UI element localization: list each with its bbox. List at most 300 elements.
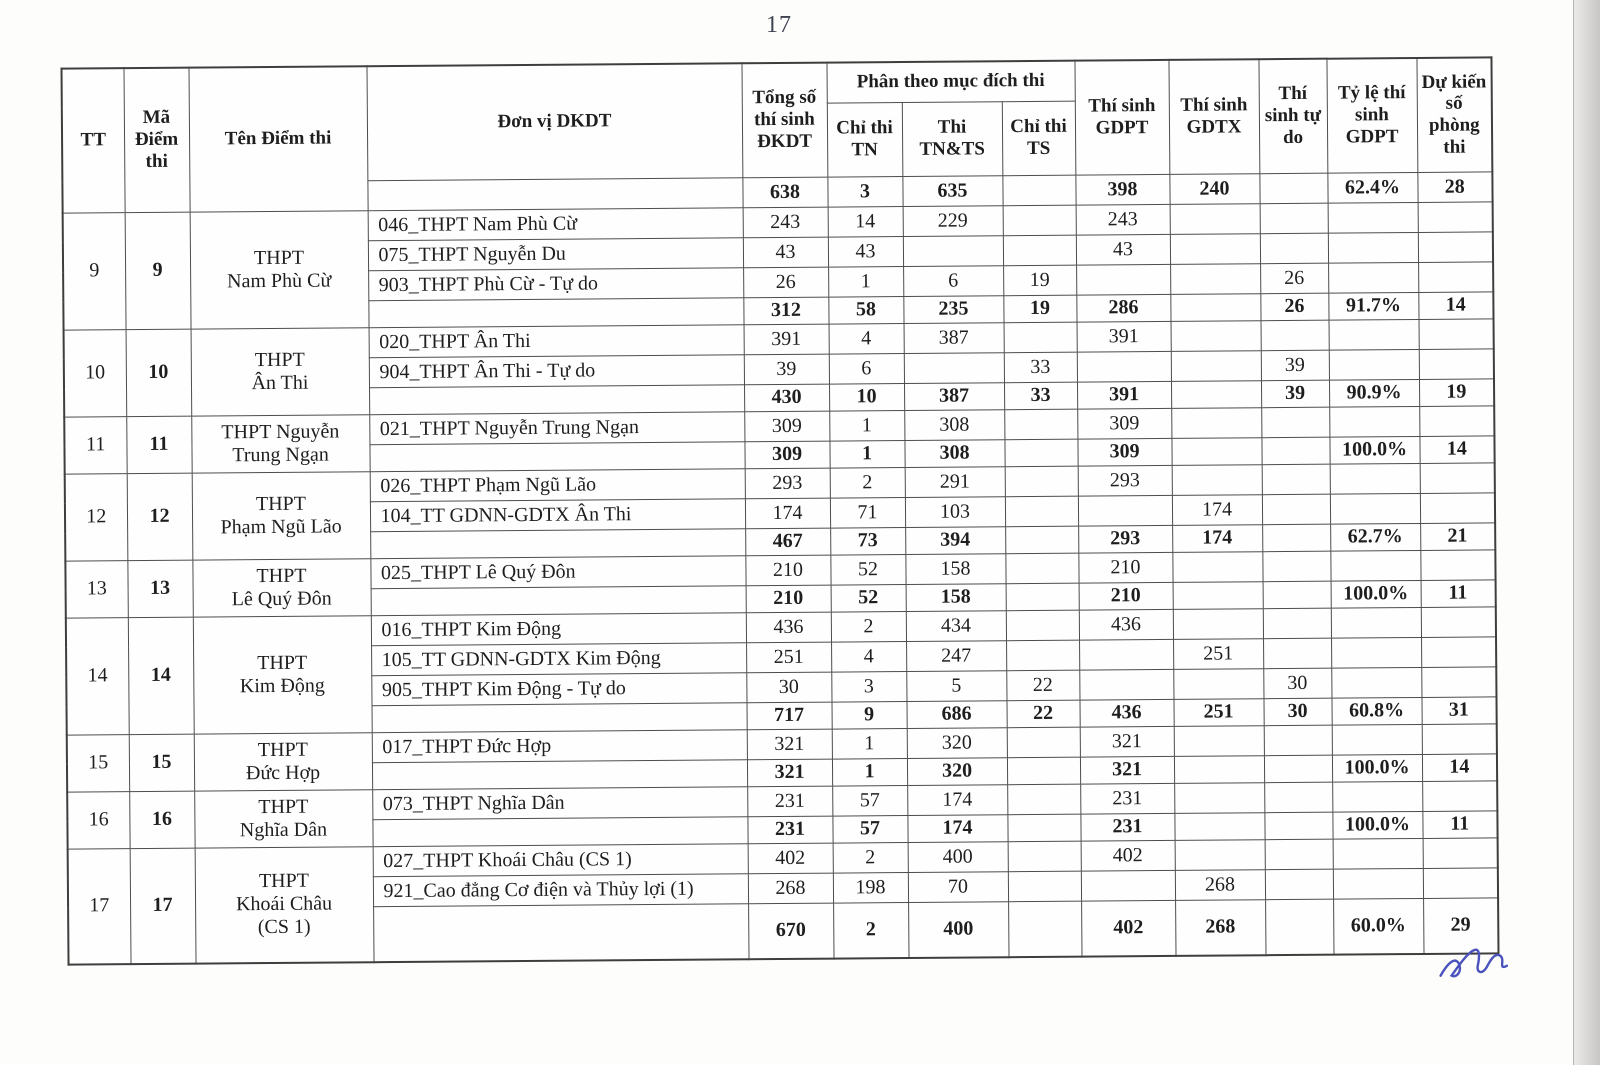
- header-ma-diem-thi: Mã Điểm thi: [124, 68, 190, 213]
- col-gdtx-cell: [1173, 668, 1263, 699]
- don-vi-dkdt-cell: 104_TT GDNN-GDTX Ân Thi: [370, 498, 745, 531]
- col-tnts-cell: 229: [903, 205, 1003, 236]
- ma-diem-thi-cell: 13: [127, 560, 192, 618]
- col-tudo-cell: [1262, 494, 1330, 525]
- col-phong-cell: [1419, 348, 1494, 379]
- total-tn-cell: 73: [830, 527, 905, 555]
- carryover-tyle: 62.4%: [1327, 172, 1417, 203]
- total-gdtx-cell: 174: [1172, 524, 1262, 552]
- col-tn-cell: 43: [828, 236, 903, 267]
- total-ts-cell: [1006, 583, 1079, 611]
- col-tong-cell: 210: [745, 555, 830, 586]
- total-ts-cell: [1008, 901, 1081, 958]
- header-chi-thi-tn: Chỉ thi TN: [827, 102, 903, 177]
- header-don-vi: Đơn vị DKDT: [366, 63, 742, 180]
- col-tn-cell: 1: [829, 410, 904, 441]
- col-tn-cell: 2: [831, 611, 906, 642]
- header-thi-tnts: Thi TN&TS: [902, 101, 1003, 176]
- col-gdtx-cell: [1173, 608, 1263, 639]
- col-tudo-cell: [1261, 407, 1329, 438]
- col-tudo-cell: 39: [1261, 350, 1329, 381]
- col-gdtx-cell: [1175, 839, 1265, 870]
- total-tn-cell: 9: [831, 701, 906, 729]
- total-ts-cell: 33: [1004, 382, 1077, 410]
- col-tnts-cell: 158: [905, 553, 1005, 584]
- col-ts-cell: [1006, 610, 1079, 641]
- don-vi-dkdt-cell: 026_THPT Phạm Ngũ Lão: [370, 468, 745, 501]
- exam-registration-table: [60, 56, 1499, 965]
- total-tong-cell: 670: [748, 903, 833, 960]
- total-gdpt-cell: 309: [1077, 438, 1171, 466]
- handwritten-initials: [1433, 934, 1519, 1003]
- col-tnts-cell: 320: [907, 727, 1007, 758]
- total-tn-cell: 1: [829, 440, 904, 468]
- col-phong-cell: [1420, 492, 1495, 523]
- don-vi-dkdt-cell: 921_Cao đẳng Cơ điện và Thủy lợi (1): [373, 873, 748, 906]
- col-tyle-cell: [1329, 406, 1419, 437]
- col-gdtx-cell: 251: [1173, 638, 1263, 669]
- total-tong-cell: 309: [744, 441, 829, 469]
- col-tyle-cell: [1330, 463, 1420, 494]
- col-phong-cell: [1423, 867, 1498, 898]
- total-tnts-cell: 235: [903, 295, 1003, 323]
- col-gdtx-cell: [1170, 233, 1260, 264]
- col-ts-cell: [1003, 205, 1076, 236]
- col-phong-cell: [1418, 201, 1493, 232]
- header-tong-so: Tổng số thí sinh ĐKDT: [741, 63, 827, 178]
- total-gdtx-cell: [1170, 293, 1260, 321]
- total-tnts-cell: 174: [907, 814, 1007, 842]
- header-thi-sinh-gdtx: Thí sinh GDTX: [1168, 59, 1259, 174]
- col-gdtx-cell: [1174, 782, 1264, 813]
- col-tnts-cell: 5: [906, 670, 1006, 701]
- total-tong-cell: 467: [745, 528, 830, 556]
- col-ts-cell: [1008, 841, 1081, 872]
- total-tudo-cell: [1263, 581, 1331, 609]
- col-tyle-cell: [1330, 550, 1420, 581]
- ma-diem-thi-cell: 12: [127, 473, 193, 561]
- col-tyle-cell: [1331, 667, 1421, 698]
- total-tyle-cell: 60.8%: [1331, 697, 1421, 725]
- col-ts-cell: [1007, 784, 1080, 815]
- total-phong-cell: 11: [1421, 579, 1496, 607]
- col-tudo-cell: [1261, 320, 1329, 351]
- col-tong-cell: 293: [745, 468, 830, 499]
- col-tong-cell: 321: [747, 729, 832, 760]
- col-tudo-cell: [1262, 551, 1330, 582]
- col-tudo-cell: 30: [1263, 668, 1331, 699]
- col-tong-cell: 39: [744, 354, 829, 385]
- total-tong-cell: 430: [744, 384, 829, 412]
- total-phong-cell: 14: [1419, 435, 1494, 463]
- col-tn-cell: 14: [828, 206, 903, 237]
- col-tnts-cell: 70: [908, 871, 1008, 902]
- header-thi-sinh-gdpt: Thí sinh GDPT: [1074, 60, 1169, 175]
- col-ts-cell: 22: [1006, 670, 1079, 701]
- col-tudo-cell: [1260, 233, 1328, 264]
- total-tnts-cell: 400: [908, 901, 1008, 958]
- col-ts-cell: 33: [1004, 352, 1077, 383]
- ma-diem-thi-cell: 15: [129, 734, 194, 792]
- total-tyle-cell: 62.7%: [1330, 523, 1420, 551]
- tt-cell: 15: [67, 734, 129, 791]
- ma-diem-thi-cell: 10: [126, 329, 192, 417]
- col-phong-cell: [1420, 549, 1495, 580]
- col-ts-cell: [1007, 727, 1080, 758]
- col-phong-cell: [1423, 837, 1498, 868]
- total-donvi-cell: [372, 759, 747, 789]
- col-gdpt-cell: 436: [1079, 609, 1173, 640]
- col-tong-cell: 26: [743, 267, 828, 298]
- total-gdpt-cell: 231: [1080, 813, 1174, 841]
- header-phan-theo-muc-dich: Phân theo mục đích thi: [826, 61, 1074, 103]
- total-tudo-cell: 26: [1260, 293, 1328, 321]
- total-tn-cell: 10: [829, 383, 904, 411]
- don-vi-dkdt-cell: 021_THPT Nguyễn Trung Ngạn: [369, 411, 744, 444]
- col-tong-cell: 391: [744, 324, 829, 355]
- don-vi-dkdt-cell: 903_THPT Phù Cừ - Tự do: [368, 267, 743, 300]
- col-tudo-cell: [1263, 638, 1331, 669]
- total-donvi-cell: [373, 903, 748, 962]
- col-gdpt-cell: 210: [1078, 552, 1172, 583]
- col-tyle-cell: [1332, 724, 1422, 755]
- col-tudo-cell: [1265, 869, 1333, 900]
- total-phong-cell: 29: [1423, 897, 1498, 954]
- total-tnts-cell: 387: [904, 382, 1004, 410]
- col-tn-cell: 3: [831, 671, 906, 702]
- col-tnts-cell: 400: [908, 841, 1008, 872]
- col-tnts-cell: 6: [903, 265, 1003, 296]
- header-ten-diem-thi: Tên Điểm thi: [188, 66, 367, 211]
- col-ts-cell: [1005, 496, 1078, 527]
- total-tudo-cell: [1265, 899, 1333, 956]
- total-tyle-cell: 100.0%: [1331, 580, 1421, 608]
- total-tyle-cell: 90.9%: [1329, 379, 1419, 407]
- col-phong-cell: [1422, 780, 1497, 811]
- col-tnts-cell: 434: [906, 610, 1006, 641]
- col-tyle-cell: [1333, 868, 1423, 899]
- tt-cell: 10: [64, 329, 127, 416]
- don-vi-dkdt-cell: 046_THPT Nam Phù Cừ: [368, 207, 743, 240]
- total-ts-cell: [1007, 814, 1080, 842]
- total-phong-cell: 14: [1422, 753, 1497, 781]
- total-tudo-cell: 30: [1264, 698, 1332, 726]
- header-thi-sinh-tu-do: Thí sinh tự do: [1258, 59, 1327, 174]
- col-tnts-cell: 174: [907, 784, 1007, 815]
- col-gdpt-cell: 391: [1077, 321, 1171, 352]
- col-tudo-cell: [1264, 725, 1332, 756]
- total-tudo-cell: 39: [1261, 380, 1329, 408]
- col-tong-cell: 243: [743, 207, 828, 238]
- header-tt: TT: [62, 68, 125, 212]
- col-tong-cell: 174: [745, 498, 830, 529]
- col-phong-cell: [1421, 606, 1496, 637]
- total-gdtx-cell: [1174, 812, 1264, 840]
- total-phong-cell: 11: [1422, 810, 1497, 838]
- ten-diem-thi-cell: THPT Lê Quý Đôn: [192, 558, 370, 616]
- tt-cell: 11: [64, 416, 126, 473]
- total-phong-cell: 14: [1418, 291, 1493, 319]
- total-tnts-cell: 320: [907, 757, 1007, 785]
- col-gdpt-cell: 293: [1078, 465, 1172, 496]
- total-gdpt-cell: 436: [1080, 699, 1174, 727]
- carryover-tong: 638: [742, 177, 827, 208]
- col-ts-cell: [1005, 466, 1078, 497]
- total-gdtx-cell: [1173, 581, 1263, 609]
- col-tyle-cell: [1329, 349, 1419, 380]
- col-phong-cell: [1422, 723, 1497, 754]
- total-donvi-cell: [372, 816, 747, 846]
- header-du-kien-phong: Dự kiến số phòng thi: [1416, 57, 1492, 172]
- col-gdtx-cell: 268: [1175, 869, 1265, 900]
- tt-cell: 17: [68, 848, 131, 964]
- total-tudo-cell: [1264, 812, 1332, 840]
- total-phong-cell: 21: [1420, 522, 1495, 550]
- total-tong-cell: 231: [747, 816, 832, 844]
- total-donvi-cell: [371, 585, 746, 615]
- col-tong-cell: 402: [748, 843, 833, 874]
- col-tn-cell: 2: [833, 842, 908, 873]
- total-tnts-cell: 158: [906, 583, 1006, 611]
- ma-diem-thi-cell: 11: [126, 416, 191, 474]
- total-tyle-cell: 91.7%: [1328, 292, 1418, 320]
- don-vi-dkdt-cell: 025_THPT Lê Quý Đôn: [370, 555, 745, 588]
- total-tudo-cell: [1261, 437, 1329, 465]
- col-tong-cell: 43: [743, 237, 828, 268]
- tt-cell: 9: [63, 212, 126, 329]
- col-tnts-cell: [904, 352, 1004, 383]
- total-phong-cell: 19: [1419, 378, 1494, 406]
- col-gdpt-cell: [1081, 870, 1175, 901]
- don-vi-dkdt-cell: 105_TT GDNN-GDTX Kim Động: [371, 642, 746, 675]
- don-vi-dkdt-cell: 020_THPT Ân Thi: [369, 324, 744, 357]
- carryover-gdpt: 398: [1075, 174, 1169, 205]
- total-tyle-cell: 100.0%: [1332, 811, 1422, 839]
- col-gdpt-cell: 43: [1076, 234, 1170, 265]
- total-tnts-cell: 308: [904, 439, 1004, 467]
- total-gdpt-cell: 321: [1080, 756, 1174, 784]
- total-gdpt-cell: 286: [1076, 294, 1170, 322]
- total-gdtx-cell: 251: [1174, 698, 1264, 726]
- col-ts-cell: [1008, 871, 1081, 902]
- ma-diem-thi-cell: 9: [125, 212, 191, 330]
- col-ts-cell: [1006, 640, 1079, 671]
- header-chi-thi-ts: Chỉ thi TS: [1002, 101, 1076, 176]
- total-gdtx-cell: [1171, 380, 1261, 408]
- col-tyle-cell: [1331, 637, 1421, 668]
- col-tnts-cell: 247: [906, 640, 1006, 671]
- col-ts-cell: [1004, 322, 1077, 353]
- total-tn-cell: 52: [831, 584, 906, 612]
- col-ts-cell: [1005, 553, 1078, 584]
- total-tyle-cell: 60.0%: [1333, 898, 1423, 955]
- carryover-tnts: 635: [902, 175, 1002, 206]
- tt-cell: 14: [66, 617, 129, 734]
- col-tyle-cell: [1330, 493, 1420, 524]
- col-ts-cell: [1003, 235, 1076, 266]
- col-tn-cell: 4: [829, 323, 904, 354]
- total-ts-cell: [1005, 526, 1078, 554]
- total-donvi-cell: [369, 384, 744, 414]
- col-tnts-cell: 308: [904, 409, 1004, 440]
- don-vi-dkdt-cell: 905_THPT Kim Động - Tự do: [371, 672, 746, 705]
- total-tudo-cell: [1264, 755, 1332, 783]
- col-tyle-cell: [1329, 319, 1419, 350]
- total-tong-cell: 210: [746, 585, 831, 613]
- col-tyle-cell: [1333, 838, 1423, 869]
- total-tong-cell: 321: [747, 759, 832, 787]
- total-gdpt-cell: 210: [1079, 582, 1173, 610]
- col-tnts-cell: 291: [905, 466, 1005, 497]
- total-tn-cell: 1: [832, 758, 907, 786]
- header-row-1: [62, 57, 1492, 108]
- col-tn-cell: 71: [830, 497, 905, 528]
- total-phong-cell: 31: [1421, 696, 1496, 724]
- page-number: 17: [766, 12, 792, 38]
- col-phong-cell: [1420, 462, 1495, 493]
- col-phong-cell: [1421, 636, 1496, 667]
- col-gdpt-cell: [1077, 351, 1171, 382]
- col-tudo-cell: [1263, 608, 1331, 639]
- ma-diem-thi-cell: 17: [130, 848, 196, 965]
- tt-cell: 13: [65, 560, 127, 617]
- col-tn-cell: 52: [830, 554, 905, 585]
- col-gdpt-cell: [1076, 264, 1170, 295]
- total-tn-cell: 57: [832, 815, 907, 843]
- total-ts-cell: 22: [1006, 700, 1079, 728]
- header-ty-le-gdpt: Tỷ lệ thí sinh GDPT: [1326, 58, 1417, 173]
- don-vi-dkdt-cell: 016_THPT Kim Động: [371, 612, 746, 645]
- col-tn-cell: 4: [831, 641, 906, 672]
- col-gdtx-cell: [1171, 350, 1261, 381]
- col-tudo-cell: 26: [1260, 263, 1328, 294]
- col-phong-cell: [1418, 231, 1493, 262]
- total-donvi-cell: [372, 702, 747, 732]
- col-gdtx-cell: [1171, 320, 1261, 351]
- ma-diem-thi-cell: 16: [129, 791, 194, 849]
- table-wrap: [60, 56, 1499, 965]
- col-tudo-cell: [1265, 839, 1333, 870]
- total-gdtx-cell: [1174, 755, 1264, 783]
- col-tyle-cell: [1328, 202, 1418, 233]
- col-gdtx-cell: [1170, 263, 1260, 294]
- total-tyle-cell: 100.0%: [1332, 754, 1422, 782]
- ten-diem-thi-cell: THPT Nam Phù Cừ: [190, 210, 369, 328]
- total-gdpt-cell: 293: [1078, 525, 1172, 553]
- carryover-gdtx: 240: [1169, 173, 1259, 204]
- col-tong-cell: 30: [746, 672, 831, 703]
- col-gdtx-cell: [1174, 725, 1264, 756]
- col-gdpt-cell: [1079, 639, 1173, 670]
- col-gdtx-cell: [1171, 407, 1261, 438]
- col-tyle-cell: [1332, 781, 1422, 812]
- col-tnts-cell: 103: [905, 496, 1005, 527]
- tt-cell: 16: [67, 791, 129, 848]
- total-ts-cell: [1007, 757, 1080, 785]
- total-tong-cell: 717: [747, 702, 832, 730]
- ten-diem-thi-cell: THPT Đức Hợp: [194, 732, 372, 790]
- col-tnts-cell: 387: [904, 322, 1004, 353]
- total-tn-cell: 2: [833, 902, 908, 959]
- col-tyle-cell: [1331, 607, 1421, 638]
- total-gdtx-cell: 268: [1175, 899, 1265, 956]
- col-tudo-cell: [1264, 782, 1332, 813]
- don-vi-dkdt-cell: 017_THPT Đức Hợp: [372, 729, 747, 762]
- col-tnts-cell: [903, 235, 1003, 266]
- col-tong-cell: 309: [744, 411, 829, 442]
- total-tnts-cell: 686: [906, 700, 1006, 728]
- col-phong-cell: [1421, 666, 1496, 697]
- col-gdpt-cell: 309: [1077, 408, 1171, 439]
- col-gdtx-cell: [1172, 464, 1262, 495]
- col-tn-cell: 1: [828, 266, 903, 297]
- col-tong-cell: 251: [746, 642, 831, 673]
- col-ts-cell: 19: [1003, 265, 1076, 296]
- don-vi-dkdt-cell: 027_THPT Khoái Châu (CS 1): [373, 843, 748, 876]
- total-ts-cell: 19: [1003, 295, 1076, 323]
- tt-cell: 12: [65, 473, 128, 560]
- col-tn-cell: 1: [832, 728, 907, 759]
- don-vi-dkdt-cell: 073_THPT Nghĩa Dân: [372, 786, 747, 819]
- col-tyle-cell: [1328, 232, 1418, 263]
- col-gdtx-cell: [1172, 551, 1262, 582]
- col-tyle-cell: [1328, 262, 1418, 293]
- carryover-tn: 3: [827, 176, 902, 207]
- col-tn-cell: 198: [833, 872, 908, 903]
- total-donvi-cell: [369, 441, 744, 471]
- carryover-donvi-cell: [367, 177, 742, 210]
- col-tong-cell: 268: [748, 873, 833, 904]
- total-gdtx-cell: [1171, 437, 1261, 465]
- total-tn-cell: 58: [828, 296, 903, 324]
- total-tudo-cell: [1262, 524, 1330, 552]
- total-gdpt-cell: 402: [1081, 900, 1175, 957]
- ten-diem-thi-cell: THPT Kim Động: [193, 615, 372, 733]
- total-gdpt-cell: 391: [1077, 381, 1171, 409]
- total-ts-cell: [1004, 439, 1077, 467]
- col-gdpt-cell: [1078, 495, 1172, 526]
- col-gdtx-cell: 174: [1172, 494, 1262, 525]
- col-phong-cell: [1419, 405, 1494, 436]
- don-vi-dkdt-cell: 904_THPT Ân Thi - Tự do: [369, 354, 744, 387]
- col-gdpt-cell: 321: [1080, 726, 1174, 757]
- col-tn-cell: 6: [829, 353, 904, 384]
- total-donvi-cell: [370, 528, 745, 558]
- ten-diem-thi-cell: THPT Khoái Châu (CS 1): [195, 846, 374, 963]
- col-gdpt-cell: [1079, 669, 1173, 700]
- col-tn-cell: 2: [830, 467, 905, 498]
- col-tudo-cell: [1260, 203, 1328, 234]
- col-tong-cell: 231: [747, 786, 832, 817]
- col-gdpt-cell: 402: [1081, 840, 1175, 871]
- total-tong-cell: 312: [743, 297, 828, 325]
- total-donvi-cell: [368, 297, 743, 327]
- col-tn-cell: 57: [832, 785, 907, 816]
- col-gdpt-cell: 243: [1076, 204, 1170, 235]
- col-tong-cell: 436: [746, 612, 831, 643]
- total-tyle-cell: 100.0%: [1329, 436, 1419, 464]
- ten-diem-thi-cell: THPT Ân Thi: [191, 327, 370, 415]
- ten-diem-thi-cell: THPT Nguyễn Trung Ngạn: [191, 414, 369, 472]
- col-ts-cell: [1004, 409, 1077, 440]
- carryover-ts: [1002, 175, 1075, 206]
- ma-diem-thi-cell: 14: [128, 617, 194, 735]
- carryover-phong: 28: [1417, 171, 1492, 202]
- col-tudo-cell: [1262, 464, 1330, 495]
- col-gdtx-cell: [1170, 203, 1260, 234]
- ten-diem-thi-cell: THPT Nghĩa Dân: [194, 789, 372, 847]
- ten-diem-thi-cell: THPT Phạm Ngũ Lão: [192, 471, 371, 559]
